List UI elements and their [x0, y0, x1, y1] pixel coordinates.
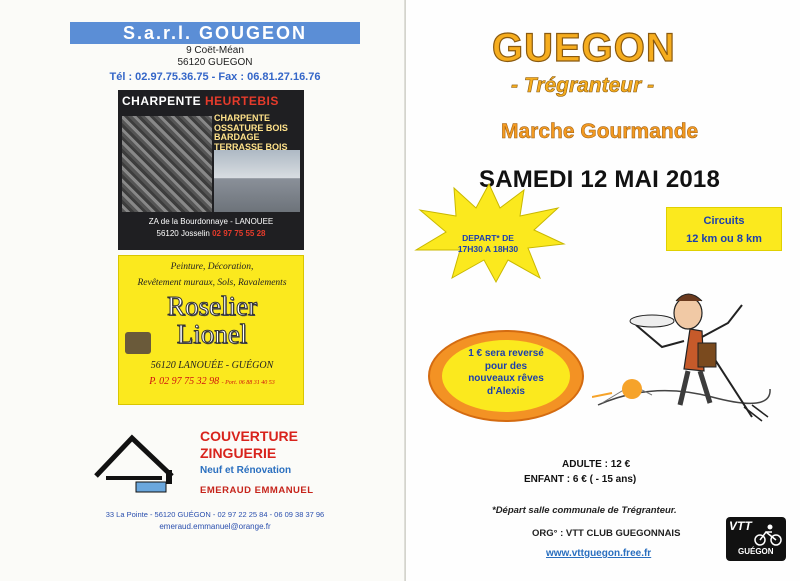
timber-frame-photo	[122, 116, 212, 212]
couverture-title: COUVERTURE	[200, 428, 299, 444]
promo-line3: nouveaux rêves	[468, 373, 544, 384]
price-list	[524, 457, 636, 487]
website-link[interactable]: www.vttguegon.free.fr	[546, 548, 652, 559]
flyer-title: GUEGON	[492, 26, 676, 70]
service-item: BARDAGE	[214, 132, 260, 142]
couverture-address: 33 La Pointe - 56120 GUÉGON - 02 97 22 25 84 - 06 09 38 37 96	[105, 510, 325, 519]
organizer: ORG° : VTT CLUB GUEGONNAIS	[532, 528, 681, 539]
roselier-services-line2: Revêtement muraux, Sols, Ravalements	[137, 278, 287, 288]
circuits-label: Circuits	[703, 215, 745, 227]
roselier-address: 56120 LANOUÉE - GUÉGON	[150, 360, 274, 371]
service-item: TERRASSE BOIS	[214, 141, 288, 152]
charpente-address-block	[122, 216, 300, 240]
vtt-logo-text: VTT	[729, 519, 752, 533]
cyclist-icon	[754, 523, 782, 547]
event-date: SAMEDI 12 MAI 2018	[479, 166, 721, 193]
service-item: OSSATURE BOIS	[214, 122, 288, 133]
roselier-first-word: Roselier	[167, 291, 257, 321]
charpente-title-prefix: CHARPENTE	[122, 94, 202, 108]
charpente-tel: 02 97 75 55 28	[212, 229, 266, 238]
circuits-box	[666, 207, 782, 251]
emeraud-emmanuel: EMERAUD EMMANUEL	[200, 485, 314, 496]
sarl-address-line1: 9 Coët-Méan	[186, 45, 244, 56]
promo-line1: 1 € sera reversé	[468, 348, 544, 359]
charpente-brand: HEURTEBIS	[205, 94, 279, 108]
couverture-email: emeraud.emmanuel@orange.fr	[159, 522, 271, 531]
hiker-illustration	[592, 285, 772, 425]
roselier-second-word: Lionel	[176, 319, 248, 349]
roselier-tel: P. 02 97 75 32 98	[149, 376, 220, 387]
paint-can-icon	[125, 332, 151, 354]
roselier-services-line1: Peinture, Décoration,	[170, 262, 254, 272]
charpente-city: 56120 Josselin	[156, 229, 210, 238]
depart-line1: DEPART* DE	[462, 233, 514, 243]
adult-price: ADULTE : 12 €	[562, 459, 631, 470]
promo-line4: d'Alexis	[487, 385, 525, 397]
right-page	[406, 0, 800, 581]
house-photo	[214, 150, 300, 212]
neuf-renovation: Neuf et Rénovation	[200, 465, 292, 476]
vtt-logo-sub: GUÉGON	[738, 547, 774, 556]
sarl-phone-line: Tél : 02.97.75.36.75 - Fax : 06.81.27.16.76	[109, 71, 321, 83]
depart-time	[443, 233, 533, 255]
roselier-mobile: - Port. 06 88 31 40 53	[221, 380, 275, 386]
promo-text	[444, 348, 568, 398]
zinguerie-title: ZINGUERIE	[200, 445, 277, 461]
circuits-value: 12 km ou 8 km	[686, 233, 762, 245]
roselier-lionel-ad	[118, 255, 304, 405]
charpente-address: ZA de la Bourdonnaye - LANOUEE	[148, 217, 274, 226]
flyer-subtitle: - Trégranteur -	[511, 74, 655, 97]
house-roof-icon	[92, 432, 184, 500]
child-price: ENFANT : 6 € ( - 15 ans)	[524, 474, 637, 485]
charpente-heurtebis-ad	[118, 90, 304, 250]
vtt-club-logo	[726, 517, 786, 561]
promo-line2: pour des	[484, 360, 528, 372]
service-item: CHARPENTE	[214, 113, 271, 123]
charpente-title	[122, 94, 279, 108]
depart-line2: 17H30 A 18H30	[457, 244, 519, 254]
sarl-gougeon-banner: S.a.r.l. GOUGEON	[70, 22, 360, 44]
roselier-phone	[119, 376, 305, 387]
event-name: Marche Gourmande	[501, 120, 699, 143]
sarl-address-line2: 56120 GUEGON	[177, 57, 253, 68]
depart-note: *Départ salle communale de Trégranteur.	[492, 505, 677, 516]
charpente-services	[214, 114, 288, 152]
